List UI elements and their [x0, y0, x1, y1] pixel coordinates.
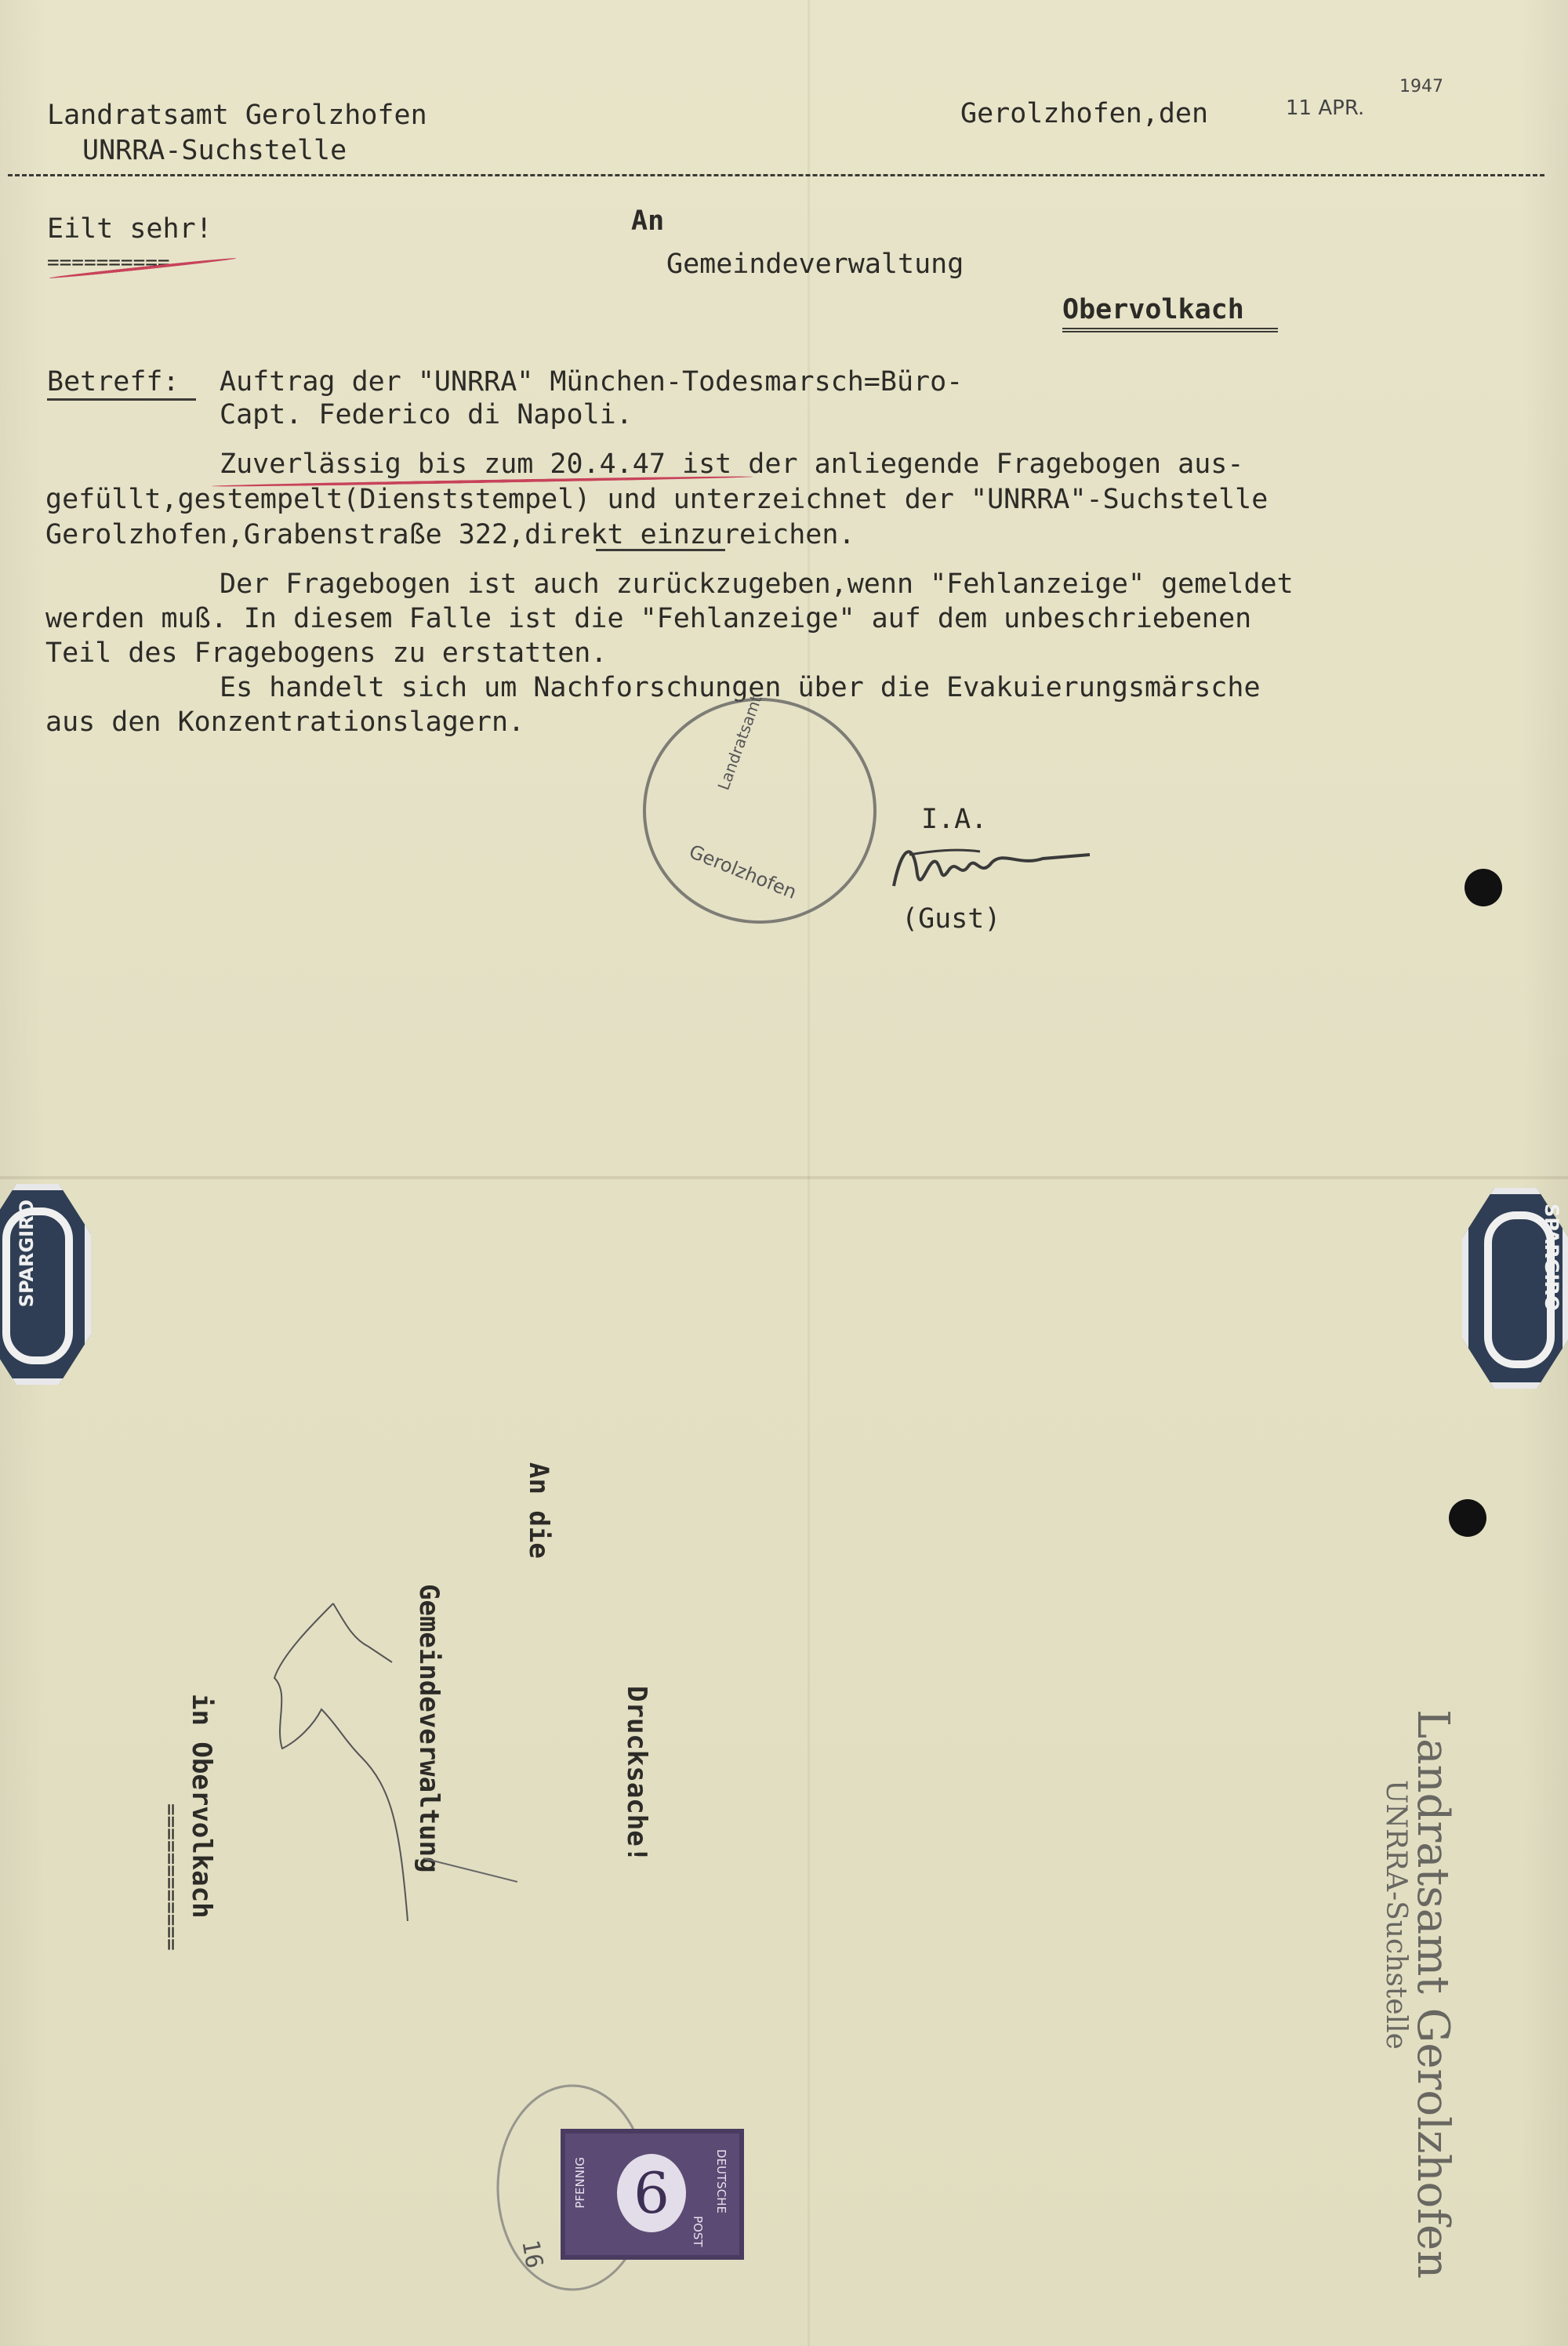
punch-hole [1449, 1499, 1486, 1537]
body-line: Zuverlässig bis zum 20.4.47 ist der anliegende Fragebogen aus- [220, 448, 1244, 480]
postage-label-side: PFENNIG [573, 2157, 587, 2209]
clip-text-right: SPARGIRO [1541, 1204, 1563, 1312]
postage-label-bottom: POST [691, 2216, 705, 2247]
body-line: aus den Konzentrationslagern. [45, 706, 525, 738]
recipient-place: Obervolkach [1062, 294, 1244, 325]
direkt-underline [596, 549, 725, 551]
recipient-place-rule [1062, 328, 1278, 332]
horizontal-fold [0, 1176, 1568, 1179]
urgent-note: Eilt sehr! [47, 213, 212, 245]
address-an-die: An die [523, 1462, 554, 1559]
postage-value: 6 [617, 2154, 686, 2232]
sender-stamp-line2: UNRRA-Suchstelle [1380, 1780, 1412, 2050]
date-stamp-day: 11 APR. [1286, 96, 1365, 120]
vertical-fold [808, 0, 810, 2346]
sender-authority: Landratsamt Gerolzhofen [47, 100, 427, 131]
postage-stamp [561, 2129, 744, 2260]
header-dashed-rule [8, 174, 1544, 176]
seal-text-top: Landratsamt [713, 692, 766, 793]
body-line: Gerolzhofen,Grabenstraße 322,direkt einzureichen. [45, 519, 855, 550]
body-line: Der Fragebogen ist auch zurückzugeben,wenn "Fehlanzeige" gemeldet [220, 568, 1294, 600]
signature-prefix: I.A. [921, 804, 988, 835]
address-place-rule: ============ [159, 1803, 183, 1951]
address-recipient-name: Gemeindeverwaltung [413, 1584, 445, 1873]
subject-line-2: Capt. Federico di Napoli. [220, 399, 633, 430]
body-line: Es handelt sich um Nachforschungen über die Evakuierungsmärsche [220, 672, 1261, 703]
recipient-prefix: An [631, 205, 665, 237]
body-line: werden muß. In diesem Falle ist die "Fehlanzeige" auf dem unbeschriebenen [45, 603, 1252, 634]
body-line: gefüllt,gestempelt(Dienststempel) und unterzeichnet der "UNRRA"-Suchstelle [45, 484, 1269, 515]
sender-stamp-line1: Landratsamt Gerolzhofen [1407, 1709, 1458, 2279]
pencil-sketch [267, 1592, 517, 1929]
clip-text-left: SPARGIRO [16, 1200, 38, 1308]
postage-label-top: DEUTSCHE [714, 2149, 728, 2213]
subject-label: Betreff: [47, 366, 180, 398]
address-recipient-place: in Obervolkach [186, 1694, 217, 1919]
seal-text-bottom: Gerolzhofen [686, 840, 800, 904]
mail-class: Drucksache! [621, 1686, 652, 1863]
clip-ring [2, 1208, 73, 1364]
subject-label-underline [47, 398, 196, 401]
signatory-name: (Gust) [902, 903, 1001, 935]
subject-line-1: Auftrag der "UNRRA" München-Todesmarsch=Büro- [220, 366, 964, 398]
handwritten-signature [886, 831, 1105, 902]
date-stamp-year: 1947 [1399, 77, 1443, 96]
postmark-partial: 16 [516, 2238, 548, 2271]
sender-department: UNRRA-Suchstelle [82, 135, 347, 166]
punch-hole [1465, 869, 1502, 906]
urgent-rule: ========== [47, 251, 170, 274]
recipient-name: Gemeindeverwaltung [666, 249, 964, 280]
spargiro-clip-left [0, 1184, 91, 1385]
body-line: Teil des Fragebogens zu erstatten. [45, 637, 608, 669]
place-date: Gerolzhofen,den [960, 98, 1209, 129]
